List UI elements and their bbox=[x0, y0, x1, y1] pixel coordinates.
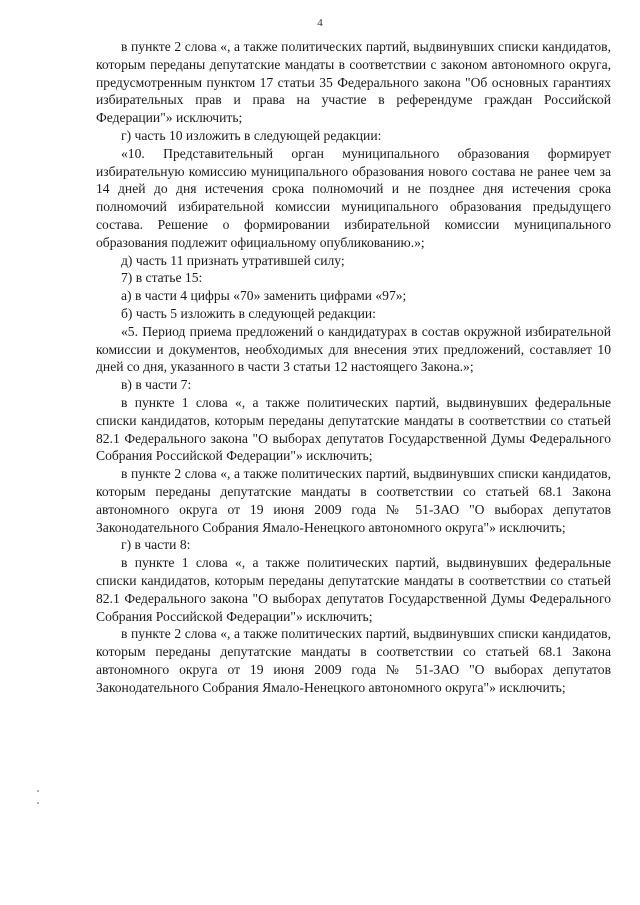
scan-speck bbox=[37, 790, 39, 792]
paragraph: д) часть 11 признать утратившей силу; bbox=[121, 252, 345, 268]
paragraph: г) часть 10 изложить в следующей редакции: bbox=[121, 127, 382, 143]
paragraph: 7) в статье 15: bbox=[121, 270, 203, 286]
paragraph: в пункте 2 слова «, а также политических партий, выдвинувших списки кандидатов, которым переданы депутатские мандаты в соответствии со статьей 68.1 Закона автономного округа от 19 июня 2009 года № 51-ЗАО "О выборах депутатов Законодательного Собрания Ямало-Ненецкого автономного округа"» исключить; bbox=[96, 466, 611, 535]
scan-speck bbox=[37, 802, 39, 804]
paragraph: в пункте 2 слова «, а также политических партий, выдвинувших списки кандидатов, которым переданы депутатские мандаты в соответствии со статьей 68.1 Закона автономного округа от 19 июня 2009 года № 51-ЗАО "О выборах депутатов Законодательного Собрания Ямало-Ненецкого автономного округа"» исключить; bbox=[96, 626, 611, 695]
page-number: 4 bbox=[317, 17, 323, 29]
paragraph: «10. Представительный орган муниципального образования формирует избирательную комиссию муниципального образования нового состава не ранее чем за 14 дней до дня истечения срока полномочий и не позднее дня истечения срока полномочий избирательной комиссии муниципального образования предыдущего состава. Решение о формировании избирательной комиссии муниципального образования подлежит официальному опубликованию.»; bbox=[96, 145, 611, 250]
paragraph: в) в части 7: bbox=[121, 377, 192, 393]
paragraph: а) в части 4 цифры «70» заменить цифрами «97»; bbox=[121, 288, 407, 304]
paragraph: в пункте 2 слова «, а также политических партий, выдвинувших списки кандидатов, которым переданы депутатские мандаты в соответствии с законом автономного округа, предусмотренным пунктом 17 статьи 35 Федерального закона "Об основных гарантиях избирательных прав и права на участие в референдуме граждан Российской Федерации"» исключить; bbox=[96, 39, 611, 126]
paragraph: в пункте 1 слова «, а также политических партий, выдвинувших федеральные списки кандидатов, которым переданы депутатские мандаты в соответствии со статьей 82.1 Федерального закона "О выборах депутатов Государственной Думы Федерального Собрания Российской Федерации"» исключить; bbox=[96, 394, 611, 464]
document-body bbox=[96, 38, 611, 696]
paragraph: г) в части 8: bbox=[121, 537, 191, 553]
paragraph: б) часть 5 изложить в следующей редакции: bbox=[121, 305, 376, 321]
paragraph: в пункте 1 слова «, а также политических партий, выдвинувших федеральные списки кандидатов, которым переданы депутатские мандаты в соответствии со статьей 82.1 Федерального закона "О выборах депутатов Государственной Думы Федерального Собрания Российской Федерации"» исключить; bbox=[96, 555, 611, 624]
paragraph: «5. Период приема предложений о кандидатурах в состав окружной избирательной комиссии и документов, необходимых для внесения этих предложений, составляет 10 дней со дня, указанного в части 3 статьи 12 настоящего Закона.»; bbox=[96, 323, 611, 375]
